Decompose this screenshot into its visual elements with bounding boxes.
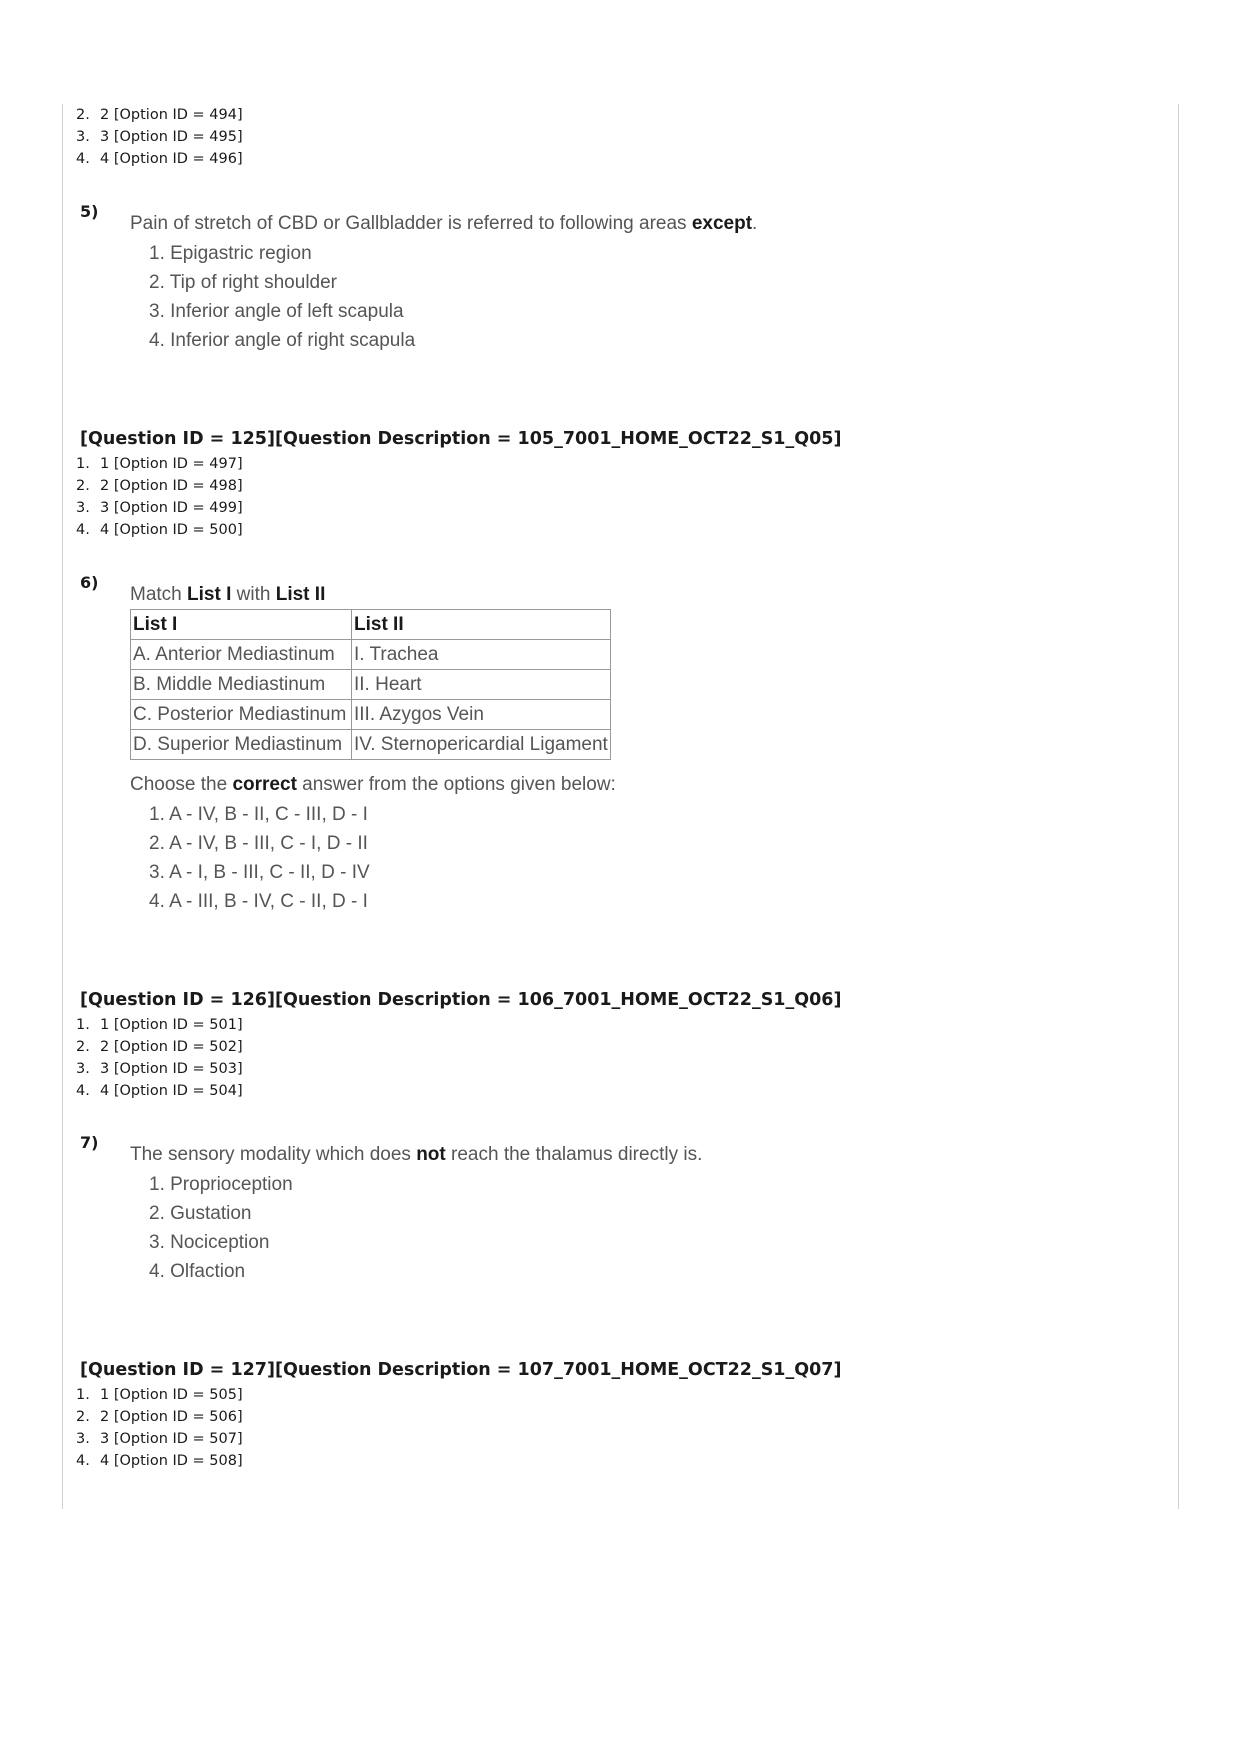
choice-item: 4. A - III, B - IV, C - II, D - I: [149, 891, 368, 912]
choice-item: 2. Tip of right shoulder: [149, 272, 337, 293]
option-item: 1. 1 [Option ID = 501]: [76, 1017, 243, 1033]
table-header-list-1: List I: [131, 610, 352, 640]
option-list-q7: [76, 1384, 243, 1472]
question-number-6: 6): [80, 573, 99, 592]
option-item: 2. 2 [Option ID = 506]: [76, 1409, 243, 1425]
question-number-7: 7): [80, 1133, 99, 1152]
table-row: [131, 640, 611, 670]
table-cell: C. Posterior Mediastinum: [131, 700, 352, 730]
table-header-row: [131, 610, 611, 640]
question-number-5: 5): [80, 202, 99, 221]
option-item: 2. 2 [Option ID = 494]: [76, 107, 243, 123]
choice-item: 3. A - I, B - III, C - II, D - IV: [149, 862, 370, 883]
option-item: 2. 2 [Option ID = 502]: [76, 1039, 243, 1055]
option-item: 4. 4 [Option ID = 504]: [76, 1083, 243, 1099]
table-cell: II. Heart: [352, 670, 611, 700]
option-item: 4. 4 [Option ID = 508]: [76, 1453, 243, 1469]
option-item: 3. 3 [Option ID = 507]: [76, 1431, 243, 1447]
option-list-q5: [76, 453, 243, 541]
choose-instruction: Choose the correct answer from the options given below:: [130, 774, 616, 795]
choice-list-q5: [149, 239, 415, 355]
option-item: 1. 1 [Option ID = 505]: [76, 1387, 243, 1403]
table-cell: III. Azygos Vein: [352, 700, 611, 730]
table-cell: B. Middle Mediastinum: [131, 670, 352, 700]
choice-list-q6: [149, 800, 370, 916]
match-table: [130, 609, 611, 760]
question-text-5: Pain of stretch of CBD or Gallbladder is referred to following areas except.: [130, 213, 758, 234]
choice-item: 2. Gustation: [149, 1203, 252, 1224]
option-item: 3. 3 [Option ID = 503]: [76, 1061, 243, 1077]
question-text-6: Match List I with List II: [130, 584, 326, 605]
choice-item: 1. A - IV, B - II, C - III, D - I: [149, 804, 368, 825]
option-item: 4. 4 [Option ID = 500]: [76, 522, 243, 538]
table-header-list-2: List II: [352, 610, 611, 640]
table-row: [131, 700, 611, 730]
option-list-q4: [76, 104, 243, 170]
question-id-line-5: [Question ID = 125][Question Description = 105_7001_HOME_OCT22_S1_Q05]: [80, 429, 842, 449]
choice-list-q7: [149, 1170, 293, 1286]
option-item: 3. 3 [Option ID = 495]: [76, 129, 243, 145]
question-id-line-6: [Question ID = 126][Question Description = 106_7001_HOME_OCT22_S1_Q06]: [80, 990, 842, 1010]
choice-item: 3. Nociception: [149, 1232, 270, 1253]
table-row: [131, 670, 611, 700]
choice-item: 4. Inferior angle of right scapula: [149, 330, 416, 351]
question-id-line-7: [Question ID = 127][Question Description = 107_7001_HOME_OCT22_S1_Q07]: [80, 1360, 842, 1380]
question-text-7: The sensory modality which does not reach the thalamus directly is.: [130, 1144, 703, 1165]
choice-item: 3. Inferior angle of left scapula: [149, 301, 404, 322]
option-item: 1. 1 [Option ID = 497]: [76, 456, 243, 472]
table-row: [131, 730, 611, 760]
table-cell: D. Superior Mediastinum: [131, 730, 352, 760]
table-cell: IV. Sternopericardial Ligament: [352, 730, 611, 760]
page-border-left: [62, 104, 63, 1509]
table-cell: A. Anterior Mediastinum: [131, 640, 352, 670]
option-item: 4. 4 [Option ID = 496]: [76, 151, 243, 167]
table-cell: I. Trachea: [352, 640, 611, 670]
choice-item: 1. Proprioception: [149, 1174, 293, 1195]
choice-item: 2. A - IV, B - III, C - I, D - II: [149, 833, 368, 854]
page-border-right: [1178, 104, 1179, 1509]
choice-item: 4. Olfaction: [149, 1261, 246, 1282]
option-item: 2. 2 [Option ID = 498]: [76, 478, 243, 494]
option-list-q6: [76, 1014, 243, 1102]
option-item: 3. 3 [Option ID = 499]: [76, 500, 243, 516]
choice-item: 1. Epigastric region: [149, 243, 312, 264]
